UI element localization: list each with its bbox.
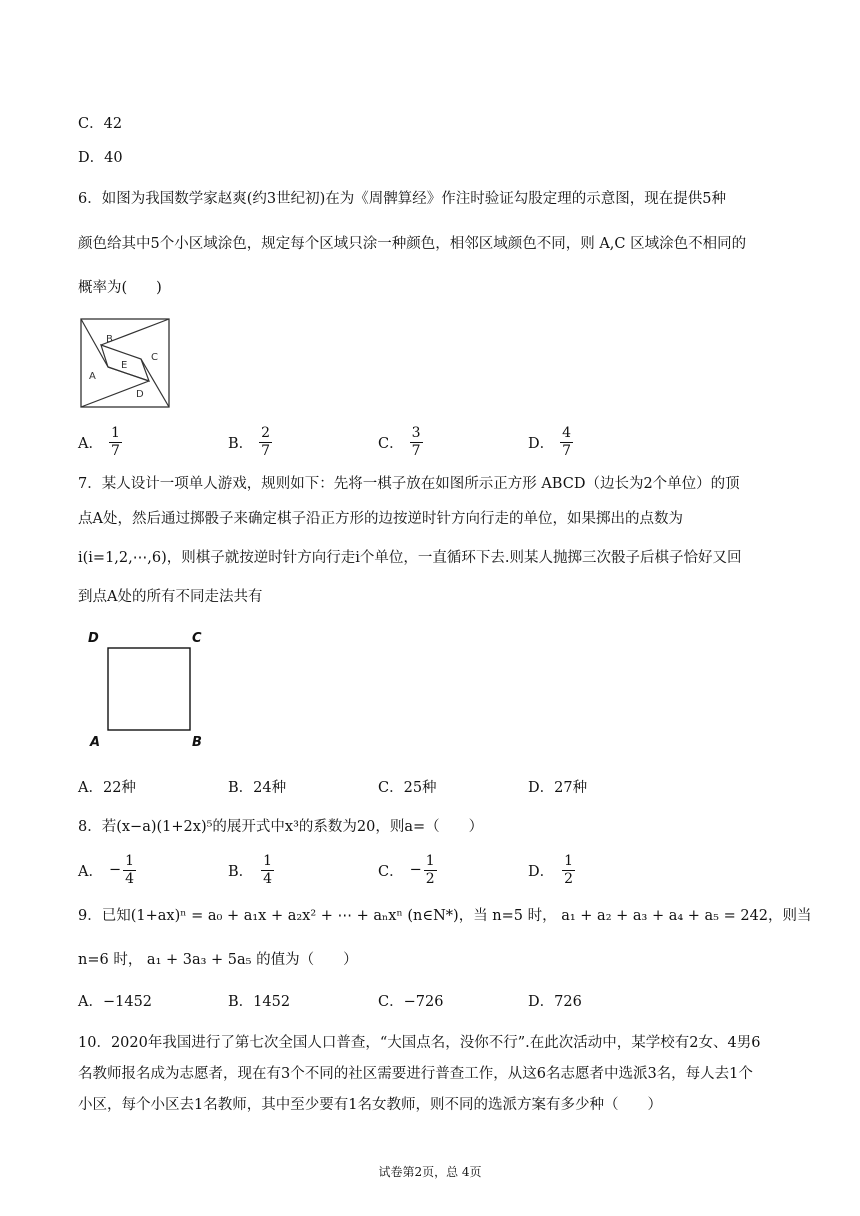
q9-stem-line2: n=6 时， a₁ + 3a₃ + 5a₅ 的值为（ ）	[78, 952, 358, 968]
q6-figure-label-e: E	[121, 360, 128, 371]
q9-choice-a: A．−1452	[78, 993, 153, 1010]
q7-figure-square-abcd	[84, 626, 214, 750]
q8-stem: 8．若(x−a)(1+2x)⁵的展开式中x³的系数为20，则a=（ ）	[78, 819, 484, 835]
q6-stem-line1: 6．如图为我国数学家赵爽(约3世纪初)在为《周髀算经》作注时验证勾股定理的示意图，现在提供5种	[78, 191, 726, 207]
q6-choice-b: B． $\frac{2}{7}$	[228, 424, 271, 459]
q5-choice-d: D．40	[78, 150, 123, 166]
q9-choice-b: B．1452	[228, 993, 291, 1010]
q7-stem-line3: i(i=1,2,⋯,6)，则棋子就按逆时针方向行走i个单位，一直循环下去.则某人抛掷三次骰子后棋子恰好又回	[78, 550, 742, 566]
q7-choice-b: B．24种	[228, 779, 287, 796]
q10-stem-line2: 名教师报名成为志愿者，现在有3个不同的社区需要进行普查工作，从这6名志愿者中选派3名，每人去1个	[78, 1066, 753, 1082]
q8-choices	[78, 848, 798, 892]
q6-stem-line2: 颜色给其中5个小区域涂色，规定每个区域只涂一种颜色，相邻区域颜色不同，则 A,C 区域涂色不相同的	[78, 236, 747, 252]
q8-choice-b: B． $\frac{1}{4}$	[228, 852, 273, 887]
q10-stem-line1: 10．2020年我国进行了第七次全国人口普查，“大国点名，没你不行”.在此次活动中，某学校有2女、4男6	[78, 1035, 761, 1051]
q6-choice-a: A． $\frac{1}{7}$	[78, 424, 120, 459]
q9-stem-line1: 9．已知(1+ax)ⁿ = a₀ + a₁x + a₂x² + ⋯ + aₙxⁿ (n∈N*)，当 n=5 时， a₁ + a₂ + a₃ + a₄ + a₅ = 242，则当	[78, 908, 812, 924]
q6-figure-label-b: B	[106, 334, 113, 345]
q7-stem-line1: 7．某人设计一项单人游戏，规则如下：先将一棋子放在如图所示正方形 ABCD（边长为2个单位）的顶	[78, 476, 740, 492]
q7-choice-d: D．27种	[528, 779, 588, 796]
q7-figure-label-a: A	[90, 735, 101, 750]
q9-choice-c: C．−726	[378, 993, 444, 1010]
q6-figure-zhao-shuang-diagram	[80, 318, 172, 410]
q10-stem-line3: 小区，每个小区去1名教师，其中至少要有1名女教师，则不同的选派方案有多少种（ ）	[78, 1097, 662, 1113]
q7-stem-line2: 点A处，然后通过掷骰子来确定棋子沿正方形的边按逆时针方向行走的单位，如果掷出的点数为	[78, 511, 683, 527]
q6-figure-label-c: C	[151, 352, 158, 363]
q7-figure-label-c: C	[192, 631, 202, 646]
q6-choices	[78, 420, 798, 464]
q8-choice-d: D． $\frac{1}{2}$	[528, 852, 574, 887]
q6-stem-line3: 概率为( )	[78, 280, 162, 296]
q6-figure-label-a: A	[89, 371, 96, 382]
q9-choice-d: D．726	[528, 993, 582, 1010]
q6-choice-d: D． $\frac{4}{7}$	[528, 424, 572, 459]
q7-figure-label-d: D	[88, 631, 99, 646]
q5-choice-c: C．42	[78, 116, 123, 132]
q7-choice-c: C．25种	[378, 779, 437, 796]
q7-stem-line4: 到点A处的所有不同走法共有	[78, 589, 263, 605]
q9-choices	[78, 978, 798, 1022]
page-footer: 试卷第2页，总 4页	[378, 1165, 482, 1179]
q7-choice-a: A．22种	[78, 779, 136, 796]
q7-choices	[78, 764, 798, 808]
q6-choice-c: C． $\frac{3}{7}$	[378, 424, 421, 459]
q7-figure-label-b: B	[192, 735, 202, 750]
q8-choice-a: A． − $\frac{1}{4}$	[78, 852, 135, 887]
q8-choice-c: C． − $\frac{1}{2}$	[378, 852, 435, 887]
q6-figure-label-d: D	[136, 389, 144, 400]
